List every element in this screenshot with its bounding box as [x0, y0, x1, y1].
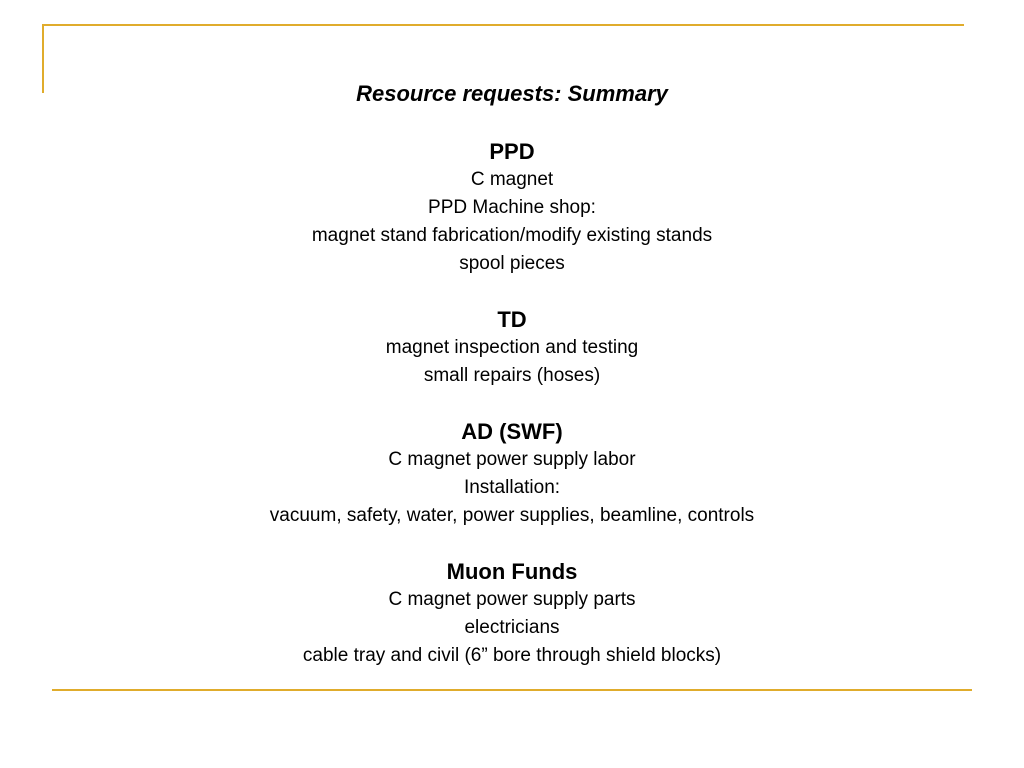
section-ppd: [0, 138, 1024, 278]
section-heading-td: TD: [497, 307, 527, 332]
spacer: [0, 278, 1024, 306]
section-line: PPD Machine shop:: [428, 197, 596, 218]
section-heading-ad-swf: AD (SWF): [461, 419, 563, 444]
section-line: vacuum, safety, water, power supplies, beamline, controls: [269, 505, 755, 526]
section-muon-funds: [0, 558, 1024, 670]
section-ad-swf: [0, 418, 1024, 530]
bottom-accent-rule: [52, 689, 972, 691]
section-line: C magnet power supply parts: [388, 589, 636, 610]
section-line: spool pieces: [459, 253, 565, 274]
section-heading-muon-funds: Muon Funds: [446, 559, 578, 584]
section-line: magnet inspection and testing: [385, 337, 639, 358]
spacer: [0, 530, 1024, 558]
top-accent-rule: [42, 24, 964, 26]
section-line: C magnet: [470, 169, 554, 190]
spacer: [0, 390, 1024, 418]
section-line: small repairs (hoses): [423, 365, 601, 386]
section-line: cable tray and civil (6” bore through shield blocks): [302, 645, 722, 666]
section-line: electricians: [464, 617, 560, 638]
section-td: [0, 306, 1024, 390]
spacer: [0, 110, 1024, 138]
section-line: Installation:: [463, 477, 561, 498]
slide-content: [0, 78, 1024, 670]
section-heading-ppd: PPD: [489, 139, 535, 164]
section-line: C magnet power supply labor: [388, 449, 636, 470]
slide-title: Resource requests: Summary: [356, 81, 668, 106]
section-line: magnet stand fabrication/modify existing stands: [311, 225, 713, 246]
